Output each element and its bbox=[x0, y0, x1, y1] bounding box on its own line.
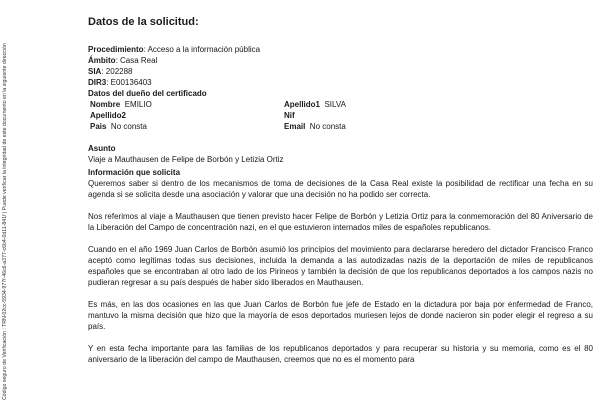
asunto-label: Asunto bbox=[88, 144, 116, 153]
procedimiento-row bbox=[88, 44, 260, 55]
nombre-value: EMILIO bbox=[124, 100, 152, 109]
nombre-label: Nombre bbox=[90, 100, 121, 109]
request-metadata bbox=[88, 44, 260, 88]
info-paragraph: Nos referimos al viaje a Mauthausen que tienen previsto hacer Felipe de Borbón y Letizia Ortiz para la conmemoración del 80 Aniversario de la Liberación del Campo de concentración nazi, en el que estuvieron internados miles de españoles republicanos. bbox=[88, 212, 593, 232]
info-paragraph: Es más, en las dos ocasiones en las que Juan Carlos de Borbón fue jefe de Estado en la dictadura por baja por enfermedad de Franco, mantuvo la misma decisión que hizo que la mayoría de esos deportados muriesen lejos de donde nacieron sin poder elegir el regreso a su país. bbox=[88, 300, 593, 331]
pais-field bbox=[90, 121, 147, 132]
nif-label: Nif bbox=[284, 111, 295, 120]
dir3-row bbox=[88, 77, 260, 88]
pais-label: Pais bbox=[90, 122, 107, 131]
apellido2-label: Apellido2 bbox=[90, 111, 127, 120]
nif-field bbox=[284, 110, 295, 121]
info-paragraph: Y en esta fecha importante para las familias de los republicanos deportados y para recuperar su historia y su memoria, como es el 80 aniversario de la liberación del campo de Mauthausen, creemos que no es el momento para bbox=[88, 344, 593, 364]
ambito-value: : Casa Real bbox=[115, 56, 158, 65]
ambito-label: Ámbito bbox=[88, 56, 116, 65]
procedimiento-label: Procedimiento bbox=[88, 45, 144, 54]
apellido2-field bbox=[90, 110, 126, 121]
dir3-value: : E00136403 bbox=[106, 78, 152, 87]
owner-heading: Datos del dueño del certificado bbox=[88, 89, 207, 98]
apellido1-field bbox=[284, 99, 346, 110]
email-label: Email bbox=[284, 122, 306, 131]
page-title: Datos de la solicitud: bbox=[88, 16, 199, 28]
sia-row bbox=[88, 66, 260, 77]
ambito-row bbox=[88, 55, 260, 66]
apellido1-value: SILVA bbox=[324, 100, 346, 109]
procedimiento-value: : Acceso a la información pública bbox=[143, 45, 261, 54]
info-paragraph: Cuando en el año 1969 Juan Carlos de Borbón asumió los principios del movimiento para declararse heredero del dictador Francisco Franco aceptó como legítimas todas sus decisiones, incluida la demanda a las autodizadas nazis de la deportación de miles de republicanos españoles que se encontraban al otro lado de los Pirineos y también la decisión de que los republicanos deportados a los campos nazis no pudieran regresar a su país después de haber sido liberados en Mauthausen. bbox=[88, 245, 593, 287]
email-value: No consta bbox=[309, 122, 346, 131]
owner-grid bbox=[88, 99, 593, 143]
dir3-label: DIR3 bbox=[88, 78, 107, 87]
info-paragraph: Queremos saber si dentro de los mecanismos de toma de decisiones de la Casa Real existe la posibilidad de rectificar una fecha en su agenda si se solicita desde una asociación y valorar que una decisión no ha podido ser correcta. bbox=[88, 179, 593, 199]
certificate-owner-section bbox=[88, 88, 593, 143]
requested-information-section bbox=[88, 167, 593, 376]
pais-value: No consta bbox=[110, 122, 147, 131]
verification-sidebar bbox=[0, 0, 18, 400]
nombre-field bbox=[90, 99, 152, 110]
sia-label: SIA bbox=[88, 67, 102, 76]
email-field bbox=[284, 121, 346, 132]
verification-code-text: Código seguro de Verificación : TRN-02cc-5934-977f-46c6-a377-c6b4-0d11-841f | Puede verificar la integridad de este documento en la siguiente dirección bbox=[2, 43, 8, 400]
asunto-value: Viaje a Mauthausen de Felipe de Borbón y Letizia Ortiz bbox=[88, 155, 284, 164]
subject-section bbox=[88, 143, 284, 165]
apellido1-label: Apellido1 bbox=[284, 100, 321, 109]
info-heading: Información que solicita bbox=[88, 168, 181, 177]
sia-value: : 202288 bbox=[101, 67, 133, 76]
